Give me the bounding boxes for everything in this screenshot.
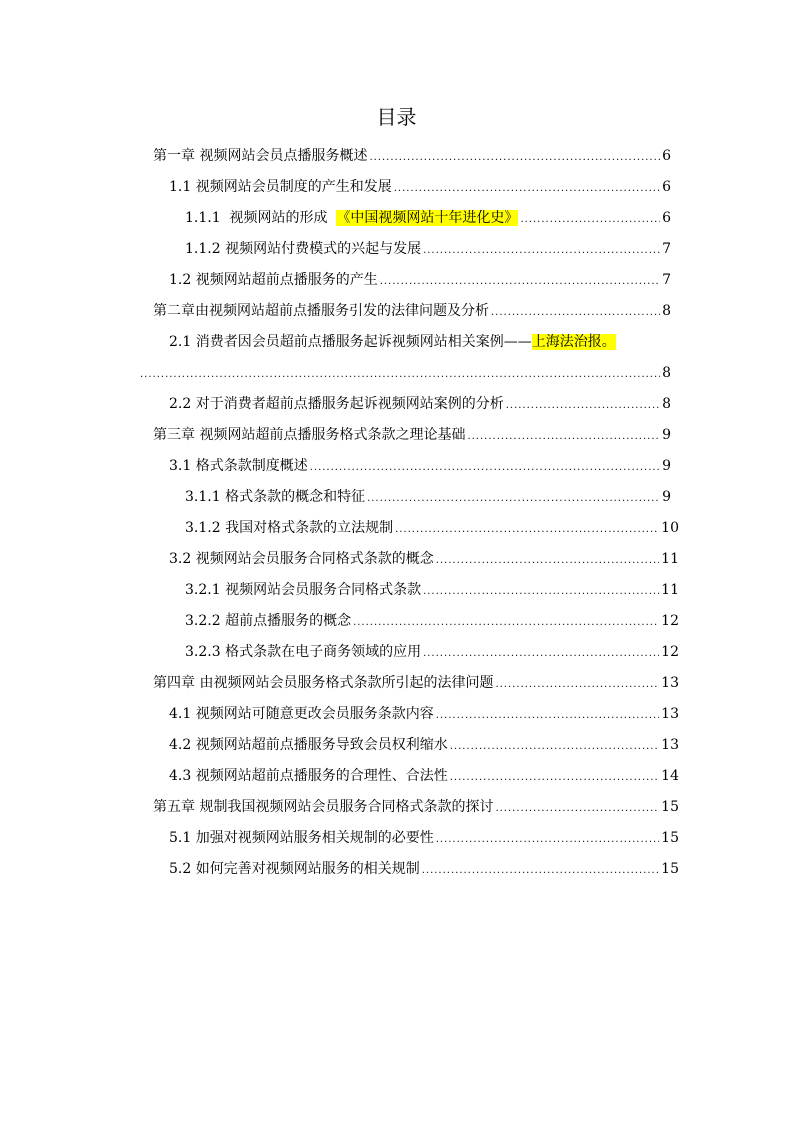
toc-entry-label: 1.1 视频网站会员制度的产生和发展: [169, 179, 392, 195]
toc-entry-page: 9: [662, 458, 671, 474]
highlighted-text: 《中国视频网站十年进化史》: [336, 210, 519, 226]
leader-dots: [467, 429, 660, 445]
toc-entry-page: 8: [662, 303, 671, 319]
toc-entry[interactable]: [185, 483, 671, 507]
toc-entry-page: 12: [661, 644, 679, 660]
toc-entry-page: 9: [662, 427, 671, 443]
leader-dots: [395, 522, 659, 538]
toc-entry-page: 10: [661, 520, 679, 536]
toc-entry-label: 第五章 规制我国视频网站会员服务合同格式条款的探讨: [153, 799, 494, 815]
toc-entry-page: 15: [661, 799, 679, 815]
toc-entry[interactable]: [153, 669, 679, 693]
toc-entry-label: 3.1.1 格式条款的概念和特征: [185, 489, 366, 505]
leader-dots: [394, 181, 660, 197]
toc-entry[interactable]: [169, 173, 671, 197]
leader-dots: [506, 398, 660, 414]
leader-dots: [310, 460, 660, 476]
toc-entry-page: 13: [661, 706, 679, 722]
toc-entry-page: 6: [662, 148, 671, 164]
toc-entry[interactable]: [153, 142, 671, 166]
toc-entry-page: 9: [662, 489, 671, 505]
toc-entry-page: 13: [661, 737, 679, 753]
leader-dots: [369, 150, 660, 166]
toc-entry-text: 2.1 消费者因会员超前点播服务起诉视频网站相关案例——: [169, 334, 532, 350]
toc-entry[interactable]: [185, 204, 671, 228]
toc-entry[interactable]: [185, 514, 679, 538]
leader-dots: [367, 491, 660, 507]
toc-entry[interactable]: [185, 607, 679, 631]
toc-entry-page: 7: [662, 241, 671, 257]
toc-entry-label: [169, 332, 616, 352]
toc-entry[interactable]: [185, 576, 679, 600]
toc-entry[interactable]: [169, 700, 679, 724]
toc-entry[interactable]: [169, 452, 671, 476]
toc-entry-page: 11: [661, 551, 679, 567]
toc-entry-page: 13: [661, 675, 679, 691]
leader-dots: [495, 801, 659, 817]
toc-entry-label: 第三章 视频网站超前点播服务格式条款之理论基础: [153, 427, 466, 443]
toc-entry[interactable]: [153, 297, 671, 321]
toc-entry[interactable]: [169, 328, 675, 352]
toc-entry-page: 8: [662, 365, 671, 381]
leader-dots: [450, 739, 659, 755]
toc-entry-label: 第二章由视频网站超前点播服务引发的法律问题及分析: [153, 303, 489, 319]
page-title: 目录: [376, 105, 417, 129]
toc-entry[interactable]: [169, 545, 679, 569]
leader-dots: [436, 708, 659, 724]
toc-entry[interactable]: [185, 638, 679, 662]
toc-entry-label: 5.2 如何完善对视频网站服务的相关规制: [169, 861, 420, 877]
leader-dots: [520, 212, 660, 228]
toc-entry-page: 6: [662, 210, 671, 226]
toc-entry-text: 1.1.1 视频网站的形成: [185, 210, 337, 226]
toc-entry[interactable]: [169, 855, 679, 879]
leader-dots: [423, 243, 660, 259]
toc-entry[interactable]: [169, 762, 679, 786]
toc-entry[interactable]: [153, 421, 671, 445]
toc-entry[interactable]: [169, 824, 679, 848]
toc-entry[interactable]: [153, 793, 679, 817]
toc-entry-label: 1.1.2 视频网站付费模式的兴起与发展: [185, 241, 422, 257]
toc-entry-page: 15: [661, 861, 679, 877]
leader-dots: [380, 274, 660, 290]
toc-entry-page: 7: [662, 272, 671, 288]
toc-entry[interactable]: [185, 235, 671, 259]
leader-dots: [140, 367, 660, 383]
toc-entry-label: 3.2 视频网站会员服务合同格式条款的概念: [169, 551, 434, 567]
leader-dots: [423, 646, 659, 662]
toc-entry-label: 3.2.2 超前点播服务的概念: [185, 613, 352, 629]
toc-entry[interactable]: [169, 266, 671, 290]
toc-entry-page: 8: [662, 396, 671, 412]
leader-dots: [450, 770, 659, 786]
toc-entry-label: 4.1 视频网站可随意更改会员服务条款内容: [169, 706, 434, 722]
toc-entry-label: 3.1.2 我国对格式条款的立法规制: [185, 520, 394, 536]
toc-entry-page: 14: [661, 768, 679, 784]
toc-entry[interactable]: [138, 359, 671, 383]
toc-entry[interactable]: [169, 390, 671, 414]
toc-entry-label: 3.2.3 格式条款在电子商务领域的应用: [185, 644, 422, 660]
toc-entry-label: 3.1 格式条款制度概述: [169, 458, 308, 474]
toc-entry-label: 2.2 对于消费者超前点播服务起诉视频网站案例的分析: [169, 396, 504, 412]
highlighted-text: 上海法治报。: [531, 334, 616, 350]
toc-entry-label: 1.2 视频网站超前点播服务的产生: [169, 272, 378, 288]
toc-entry-page: 15: [661, 830, 679, 846]
toc-entry-label: 4.2 视频网站超前点播服务导致会员权利缩水: [169, 737, 448, 753]
toc-entry-label: 第四章 由视频网站会员服务格式条款所引起的法律问题: [153, 675, 494, 691]
leader-dots: [436, 832, 659, 848]
leader-dots: [422, 863, 659, 879]
leader-dots: [436, 553, 659, 569]
leader-dots: [491, 305, 660, 321]
toc-entry-label: 4.3 视频网站超前点播服务的合理性、合法性: [169, 768, 448, 784]
toc-entry-page: 6: [662, 179, 671, 195]
toc-entry-page: 11: [661, 582, 679, 598]
leader-dots: [353, 615, 659, 631]
toc-entry[interactable]: [169, 731, 679, 755]
leader-dots: [423, 584, 659, 600]
toc-entry-page: 12: [661, 613, 679, 629]
leader-dots: [495, 677, 659, 693]
toc-entry-label: 5.1 加强对视频网站服务相关规制的必要性: [169, 830, 434, 846]
toc-entry-label: [185, 208, 518, 228]
toc-entry-label: 第一章 视频网站会员点播服务概述: [153, 148, 368, 164]
toc-entry-label: 3.2.1 视频网站会员服务合同格式条款: [185, 582, 422, 598]
